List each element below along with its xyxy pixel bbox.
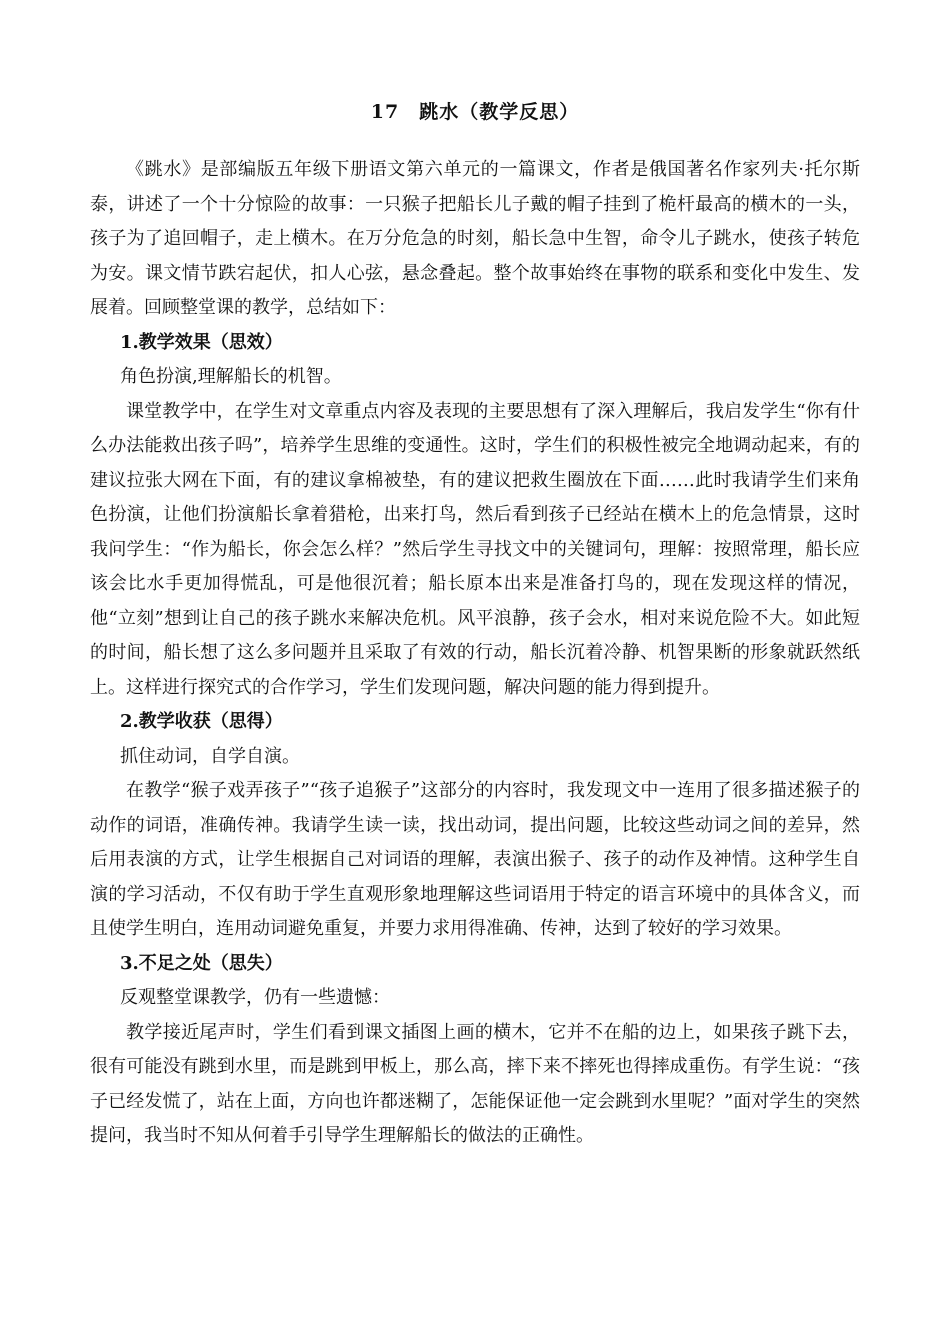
section-subtitle: 反观整堂课教学，仍有一些遗憾： [120,987,390,1008]
section-shortcoming [90,947,860,1154]
section-body: 课堂教学中，在学生对文章重点内容及表现的主要思想有了深入理解后，我启发学生“你有什么办法能救出孩子吗”，培养学生思维的变通性。这时，学生们的积极性被完全地调动起来，有的建议拉张大网在下面，有的建议拿棉被垫，有的建议把救生圈放在下面……此时我请学生们来角色扮演，让他们扮演船长拿着猎枪，出来打鸟，然后看到孩子已经站在横木上的危急情景，这时我问学生：“作为船长，你会怎么样？”然后学生寻找文中的关键词句，理解：按照常理，船长应该会比水手更加得慌乱，可是他很沉着；船长原本出来是准备打鸟的，现在发现这样的情况，他“立刻”想到让自己的孩子跳水来解决危机。风平浪静，孩子会水，相对来说危险不大。如此短的时间，船长想了这么多问题并且采取了有效的行动，船长沉着冷静、机智果断的形象就跃然纸上。这样进行探究式的合作学习，学生们发现问题，解决问题的能力得到提升。 [90,400,860,698]
document-page [90,92,860,1154]
intro-paragraph: 《跳水》是部编版五年级下册语文第六单元的一篇课文，作者是俄国著名作家列夫·托尔斯泰，讲述了一个十分惊险的故事：一只猴子把船长儿子戴的帽子挂到了桅杆最高的横木的一头，孩子为了追回帽子，走上横木。在万分危急的时刻，船长急中生智，命令儿子跳水，使孩子转危为安。课文情节跌宕起伏，扣人心弦，悬念叠起。整个故事始终在事物的联系和变化中发生、发展着。回顾整堂课的教学，总结如下： [90,159,860,318]
section-heading: 2.教学收获（思得） [120,711,283,732]
section-body: 教学接近尾声时，学生们看到课文插图上画的横木，它并不在船的边上，如果孩子跳下去，很有可能没有跳到水里，而是跳到甲板上，那么高，摔下来不摔死也得摔成重伤。有学生说：“孩子已经发慌了，站在上面，方向也许都迷糊了，怎能保证他一定会跳到水里呢？”面对学生的突然提问，我当时不知从何着手引导学生理解船长的做法的正确性。 [90,1021,860,1146]
section-heading: 1.教学效果（思效） [120,331,283,353]
section-subtitle: 抓住动词，自学自演。 [120,745,300,767]
section-gain [90,705,860,947]
section-effect [90,326,860,706]
section-subtitle: 角色扮演,理解船长的机智。 [120,366,342,387]
section-heading: 3.不足之处（思失） [120,952,283,974]
section-body: 在教学“猴子戏弄孩子”“孩子追猴子”这部分的内容时，我发现文中一连用了很多描述猴子的动作的词语，准确传神。我请学生读一读，找出动词，提出问题，比较这些动词之间的差异，然后用表演的方式，让学生根据自己对词语的理解，表演出猴子、孩子的动作及神情。这种学生自演的学习活动，不仅有助于学生直观形象地理解这些词语用于特定的语言环境中的具体含义，而且使学生明白，连用动词避免重复，并要力求用得准确、传神，达到了较好的学习效果。 [90,780,860,939]
document-title: 17 跳水（教学反思） [370,101,580,123]
